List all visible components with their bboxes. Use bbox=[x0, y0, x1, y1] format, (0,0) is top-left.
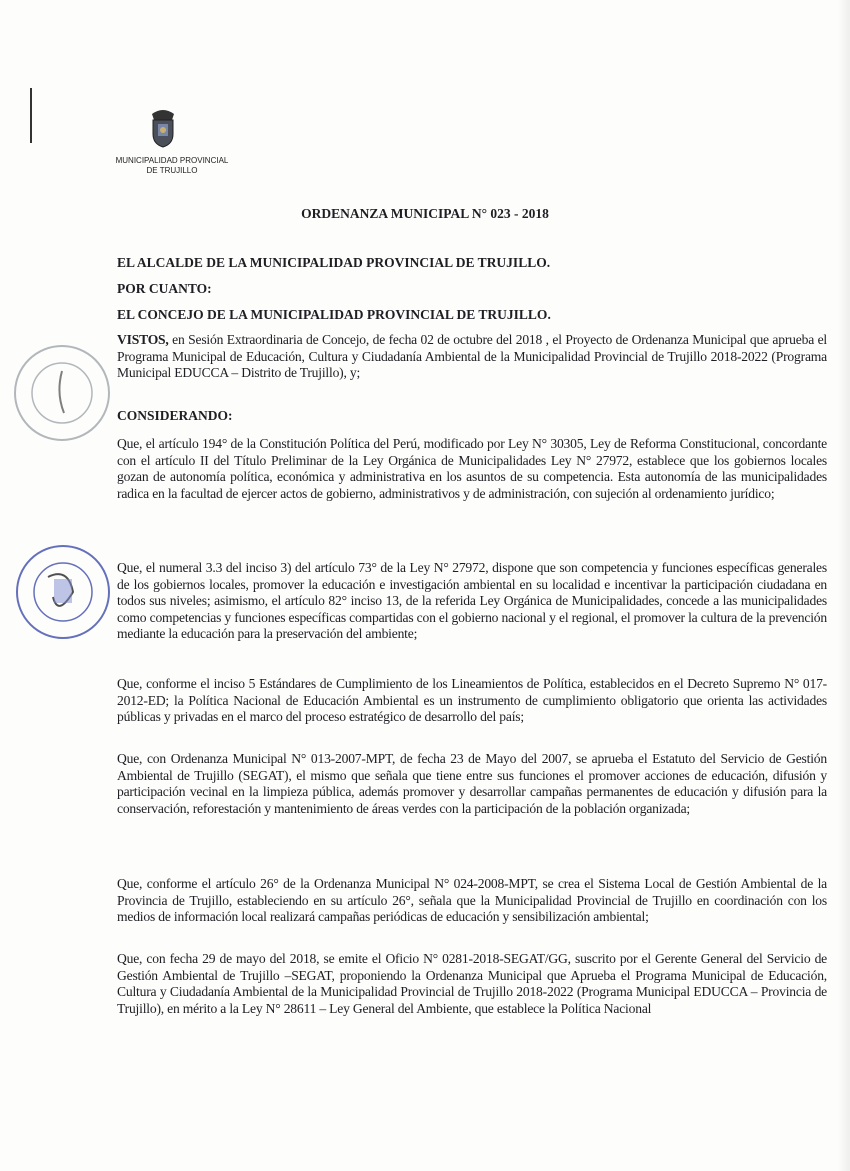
org-name bbox=[112, 156, 232, 176]
stamp-secretaria-seal-icon bbox=[18, 547, 108, 637]
heading-concejo: EL CONCEJO DE LA MUNICIPALIDAD PROVINCIAL DE TRUJILLO. bbox=[117, 307, 551, 322]
heading-considerando: CONSIDERANDO: bbox=[117, 408, 233, 423]
paragraph-1: Que, el artículo 194° de la Constitución Política del Perú, modificado por Ley N° 30305, Ley de Reforma Constitucional, concordante con el artículo II del Título Preliminar de la Ley Orgánica de Municipalidades Ley N° 27972, establece que los gobiernos locales gozan de autonomía política, económica y administrativa en los asuntos de su competencia. Esta autonomía de las municipalidades radica en la facultad de ejercer actos de gobierno, administrativos y de administración, con sujeción al ordenamiento jurídico; bbox=[117, 436, 827, 501]
heading-alcalde: EL ALCALDE DE LA MUNICIPALIDAD PROVINCIAL DE TRUJILLO. bbox=[117, 255, 551, 270]
org-line-2: DE TRUJILLO bbox=[146, 166, 198, 175]
heading-por-cuanto: POR CUANTO: bbox=[117, 281, 212, 296]
paragraph-4: Que, con Ordenanza Municipal N° 013-2007-MPT, de fecha 23 de Mayo del 2007, se aprueba el Estatuto del Servicio de Gestión Ambiental de Trujillo (SEGAT), el mismo que señala que tiene entre sus funciones el promover acciones de educación, difusión y participación vecinal en la limpieza pública, además promover y desarrollar campañas permanentes de educación y difusión para la conservación, reforestación y mantenimiento de áreas verdes con la participación de la población organizada; bbox=[117, 751, 827, 816]
coat-of-arms-icon bbox=[146, 108, 180, 148]
org-line-1: MUNICIPALIDAD PROVINCIAL bbox=[115, 156, 229, 165]
paragraph-6: Que, con fecha 29 de mayo del 2018, se emite el Oficio N° 0281-2018-SEGAT/GG, suscrito por el Gerente General del Servicio de Gestión Ambiental de Trujillo –SEGAT, proponiendo la Ordenanza Municipal que Aprueba el Programa Municipal de Educación, Cultura y Ciudadanía Ambiental de la Municipalidad Provincial de Trujillo 2018-2022 (Programa Municipal EDUCCA – Provincia de Trujillo), en mérito a la Ley N° 28611 – Ley General del Ambiente, que establece la Política Nacional bbox=[117, 951, 827, 1016]
document-title: ORDENANZA MUNICIPAL N° 023 - 2018 bbox=[301, 206, 549, 221]
stamp-secretaria-general bbox=[16, 545, 110, 639]
vistos-paragraph bbox=[117, 332, 827, 382]
vistos-label: VISTOS, bbox=[117, 332, 169, 347]
scan-artifact-line bbox=[30, 88, 32, 143]
stamp-alcaldia-seal-icon bbox=[16, 347, 108, 439]
paragraph-2: Que, el numeral 3.3 del inciso 3) del artículo 73° de la Ley N° 27972, dispone que son competencia y funciones específicas generales de los gobiernos locales, promover la educación e investigación ambiental en su localidad e incentivar la participación ciudadana en todos sus niveles; asimismo, el artículo 82° inciso 13, de la referida Ley Orgánica de Municipalidades, concede a las municipalidades como competencias y funciones específicas compartidas con el gobierno nacional y el regional, el promover la cultura de la prevención mediante la educación para la preservación del ambiente; bbox=[117, 560, 827, 641]
stamp-alcaldia bbox=[14, 345, 110, 441]
vistos-text: en Sesión Extraordinaria de Concejo, de fecha 02 de octubre del 2018 , el Proyecto de Ordenanza Municipal que aprueba el Programa Municipal de Educación, Cultura y Ciudadanía Ambiental de la Municipalidad Provincial de Trujillo 2018-2022 (Programa Municipal EDUCCA – Distrito de Trujillo), y; bbox=[117, 332, 827, 380]
paragraph-3: Que, conforme el inciso 5 Estándares de Cumplimiento de los Lineamientos de Política, establecidos en el Decreto Supremo N° 017-2012-ED; la Política Nacional de Educación Ambiental es un instrumento de cumplimiento obligatorio que orienta las actividades públicas y privadas en el marco del proceso estratégico de desarrollo del país; bbox=[117, 676, 827, 724]
paragraph-5: Que, conforme el artículo 26° de la Ordenanza Municipal N° 024-2008-MPT, se crea el Sistema Local de Gestión Ambiental de la Provincia de Trujillo, estableciendo en su artículo 26°, señala que la Municipalidad Provincial de Trujillo en coordinación con los medios de información local realizará campañas periódicas de educación y sensibilización ambiental; bbox=[117, 876, 827, 924]
scan-edge bbox=[838, 0, 850, 1171]
